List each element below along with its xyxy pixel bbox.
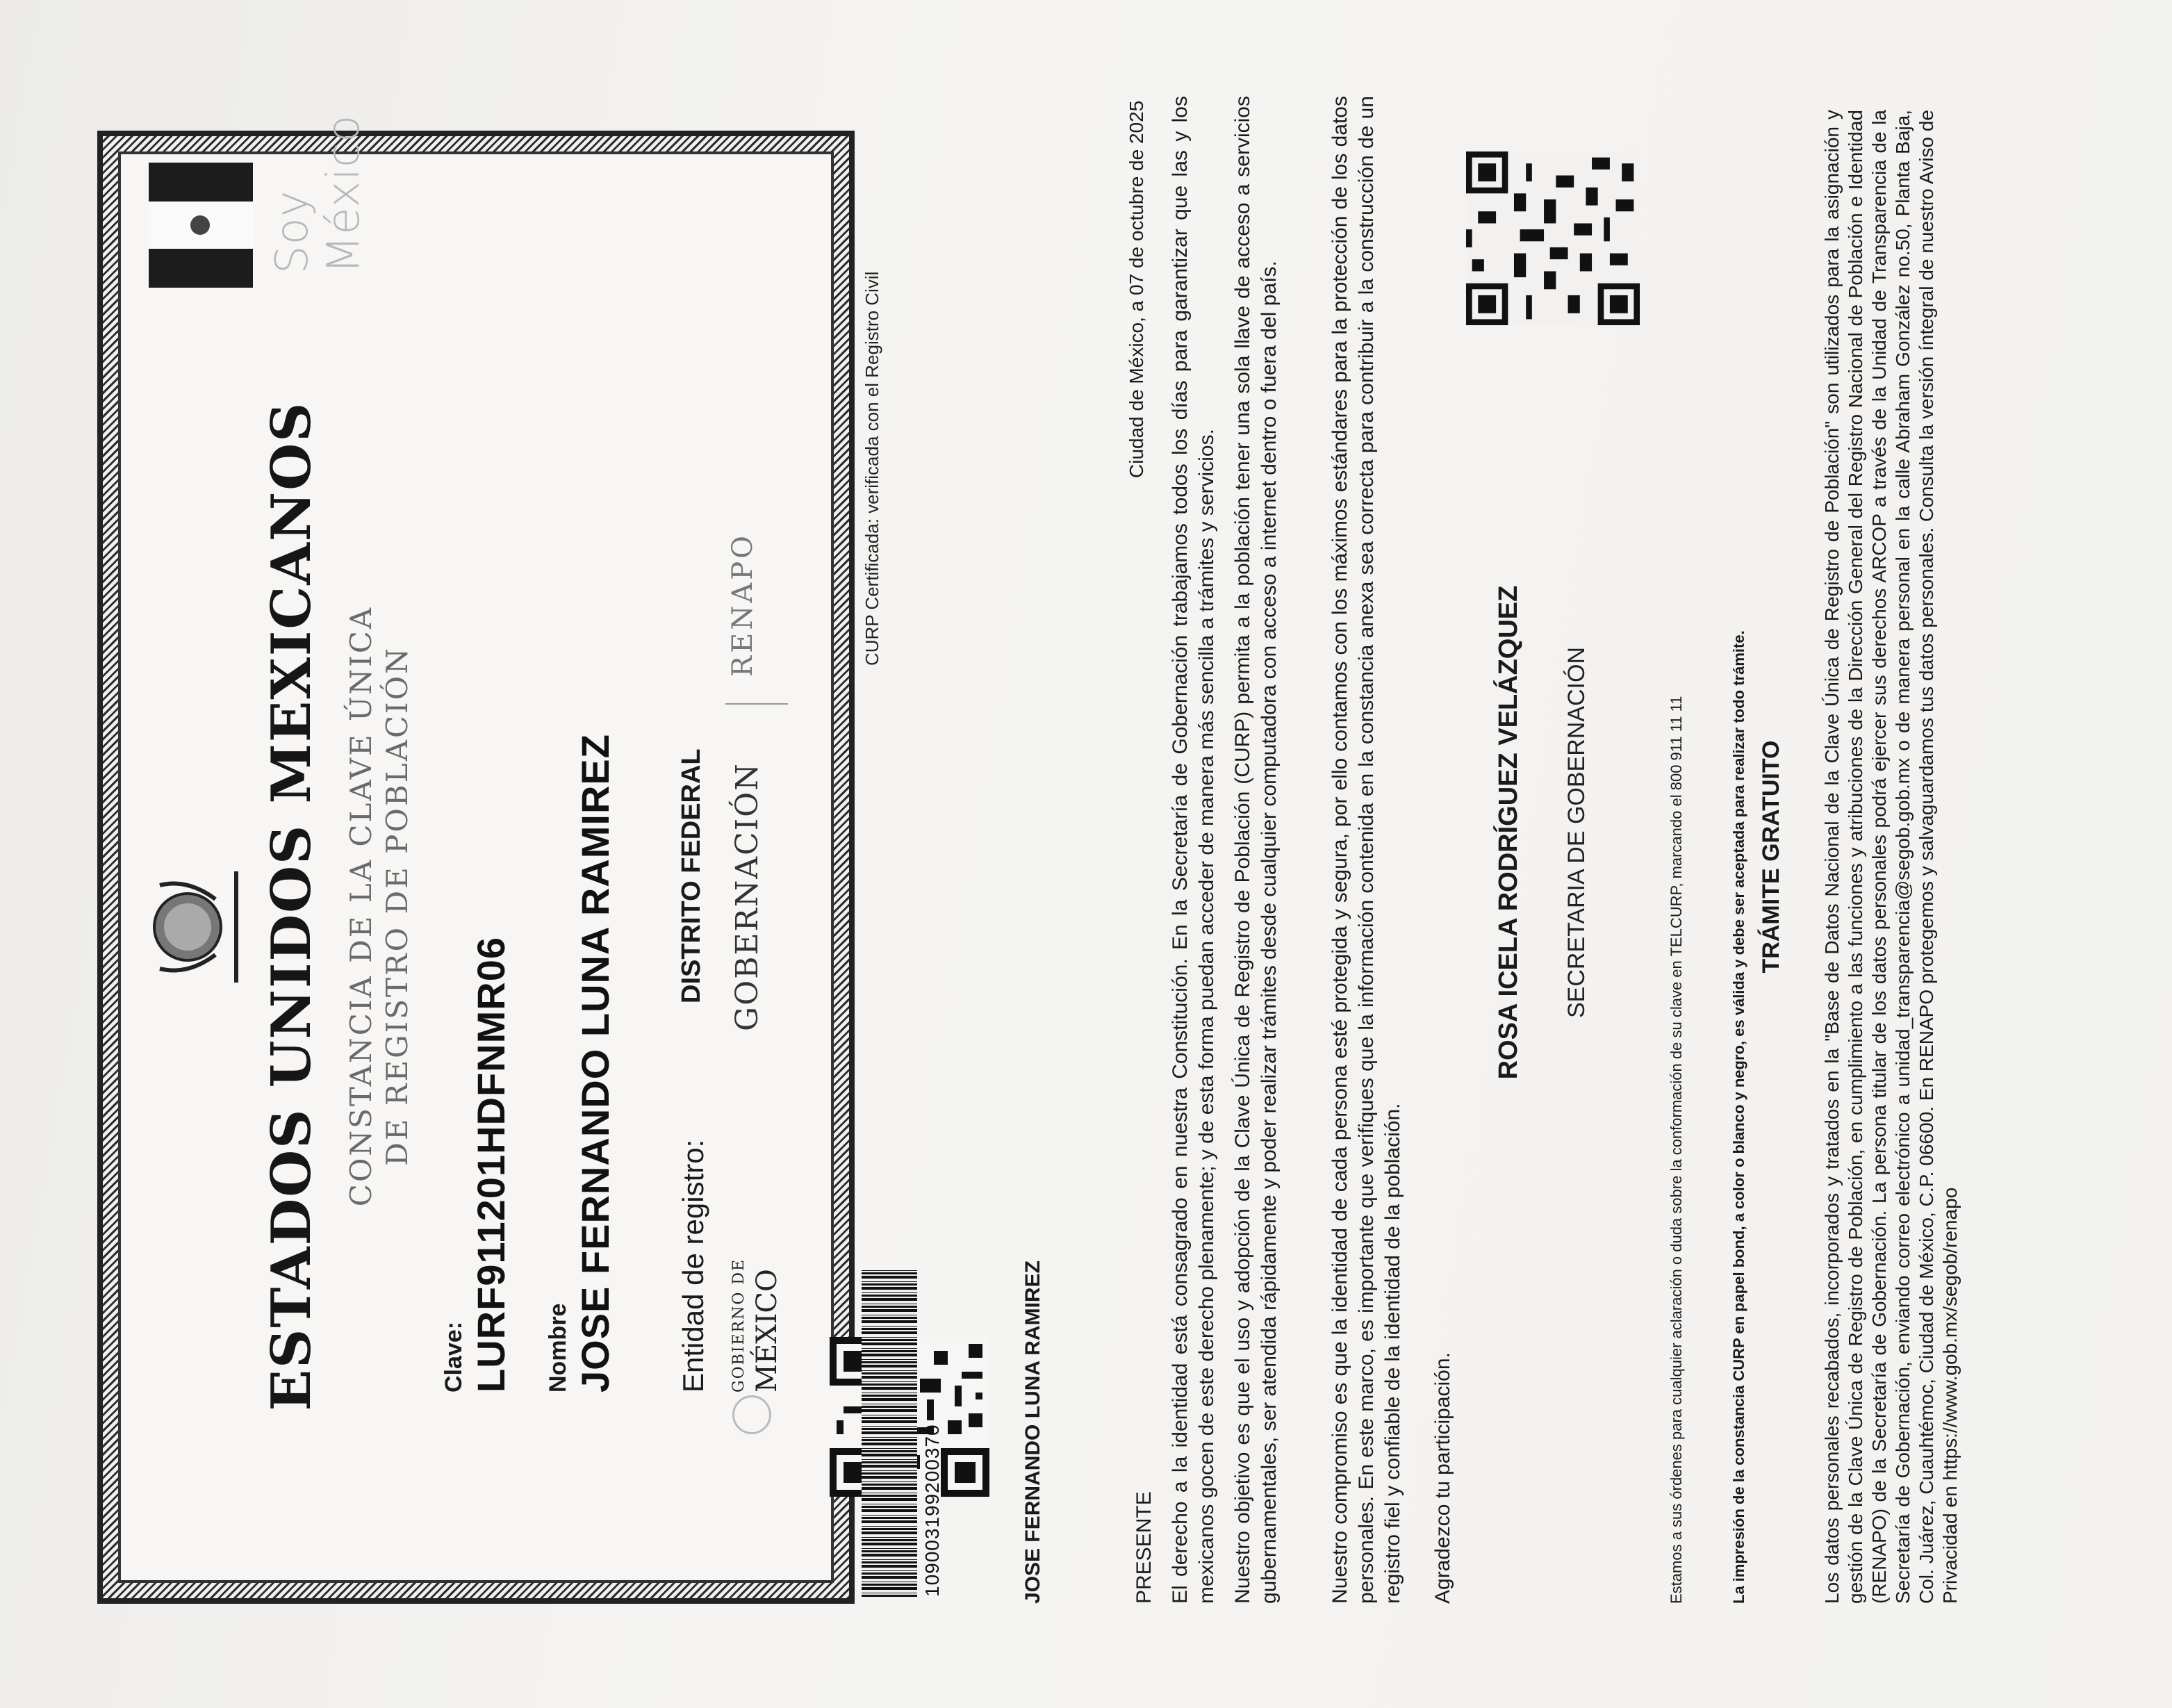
qr-code-icon bbox=[1466, 151, 1640, 325]
help-line: Estamos a sus órdenes para cualquier aclaración o duda sobre la conformación de su clave en TELCURP, marcando el 800 911 11 11 bbox=[1668, 696, 1685, 1604]
letter-paragraph-3: Nuestro compromiso es que la identidad de cada persona esté protegida y segura, por ello contamos con los máximos estándares para la protección de los datos personales. En este marco, es importante que verifiques que la información contenida en la constancia anexa sea correcta para contribuir a la construcción de un registro fiel y confiable de la identidad de la población. bbox=[1328, 96, 1404, 1604]
barcode-number: 109003199200370 bbox=[921, 1424, 943, 1597]
certificate-body bbox=[118, 114, 834, 1583]
subtitle-line-1: CONSTANCIA DE LA CLAVE ÚNICA bbox=[344, 605, 378, 1207]
letter-addressee: JOSE FERNANDO LUNA RAMIREZ bbox=[1021, 1261, 1044, 1604]
gobierno-de-mexico-logo bbox=[725, 1258, 781, 1393]
certificate-frame bbox=[97, 114, 855, 1604]
country-title: ESTADOS UNIDOS MEXICANOS bbox=[260, 401, 323, 1411]
name-value: JOSE FERNANDO LUNA RAMIREZ bbox=[573, 734, 617, 1393]
slogan: Soy México bbox=[267, 114, 370, 274]
curp-value: LURF911201HDFNMR06 bbox=[469, 937, 513, 1393]
entity-value: DISTRITO FEDERAL bbox=[677, 748, 706, 1003]
letter-paragraph-1: El derecho a la identidad está consagrado en nuestra Constitución. En la Secretaría de Gobernación trabajamos todos los días para garantizar que las y los mexicanos gocen de este derecho plenamente; y de esta forma puedan acceder de manera más sencilla a trámites y servicios. bbox=[1169, 96, 1218, 1604]
print-validity-note: La impresión de la constancia CURP en papel bond, a color o blanco y negro, es válida y debe ser aceptada para realizar todo trámite. bbox=[1730, 630, 1747, 1604]
signer-role: SECRETARIA DE GOBERNACIÓN bbox=[1563, 646, 1590, 1019]
logo-divider bbox=[725, 703, 788, 705]
renapo-logo: RENAPO bbox=[727, 533, 759, 677]
name-label: Nombre bbox=[545, 1303, 571, 1393]
gobernacion-logo: GOBERNACIÓN bbox=[730, 762, 765, 1031]
mexico-flag-icon bbox=[149, 163, 253, 288]
entity-label: Entidad de registro: bbox=[677, 1139, 709, 1393]
national-shield-icon bbox=[132, 871, 243, 983]
letter-date: Ciudad de México, a 07 de octubre de 2025 bbox=[1126, 100, 1147, 478]
free-procedure-label: TRÁMITE GRATUITO bbox=[1758, 740, 1784, 974]
gob-logo-big: MÉXICO bbox=[751, 1269, 783, 1393]
barcode bbox=[862, 1270, 917, 1597]
gob-logo-small: GOBIERNO DE bbox=[730, 1258, 748, 1393]
certified-note: CURP Certificada: verificada con el Registro Civil bbox=[862, 271, 882, 666]
letter-greeting: PRESENTE bbox=[1133, 1491, 1155, 1604]
privacy-notice: Los datos personales recabados, incorporados y tratados en la "Base de Datos Nacional de la Clave Única de Registro de Población" son utilizados para la asignación y gestión de la Clave Única de Registro de Población, en cumplimiento a las funciones y atribuciones de la Dirección General del Registro Nacional de Población e Identidad (RENAPO) de la Secretaría de Gobernación. La persona titular de los datos personales podrá ejercer sus derechos ARCOP a través de la Unidad de Transparencia de la Secretaría de Gobernación, enviando correo electrónico a unidad_transparencia@segob.gob.mx o de manera personal en la calle Abraham González no.50, Planta Baja, Col. Juárez, Cuauhtémoc, Ciudad de México, C.P. 06600. En RENAPO protegemos y salvaguardamos tus datos personales. Consulta la versión íntegral de nuestro Aviso de Privacidad en https://www.gob.mx/segob/renapo bbox=[1821, 110, 1961, 1604]
letter-paragraph-2: Nuestro objetivo es que el uso y adopción de la Clave Única de Registro de Población (CURP) permita a la población tener una sola llave de acceso a servicios gubernamentales, ser atendida rápidamente y poder realizar trámites desde cualquier computadora con acceso a internet dentro o fuera del país. bbox=[1231, 96, 1281, 1604]
document-subtitle bbox=[343, 413, 416, 1399]
gobierno-seal-icon bbox=[732, 1395, 771, 1434]
signer-name: ROSA ICELA RODRÍGUEZ VELÁZQUEZ bbox=[1494, 585, 1523, 1080]
subtitle-line-2: DE REGISTRO DE POBLACIÓN bbox=[380, 646, 414, 1166]
letter-thanks: Agradezco tu participación. bbox=[1431, 1352, 1454, 1604]
curp-label: Clave: bbox=[441, 1321, 467, 1393]
institution-logos bbox=[725, 211, 809, 1393]
